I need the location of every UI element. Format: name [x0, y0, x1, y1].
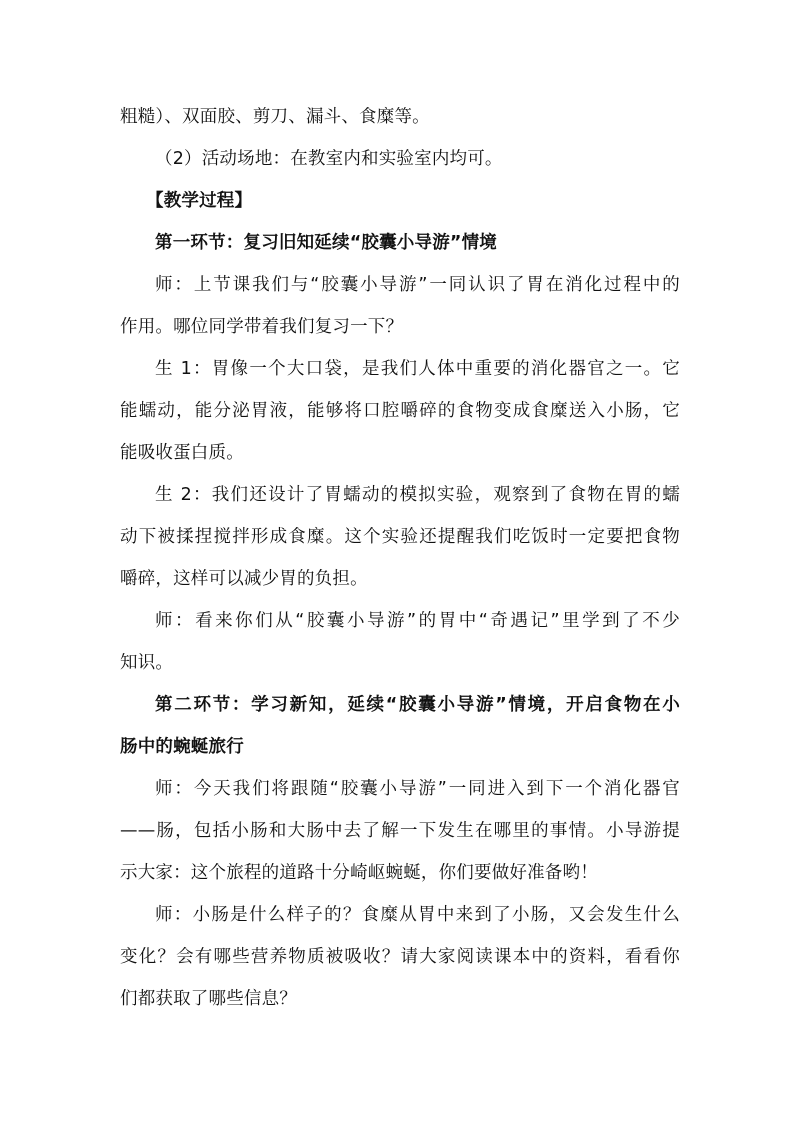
paragraph-line: 师：小肠是什么样子的？食糜从胃中来到了小肠，又会发生什么	[155, 905, 680, 925]
section-heading: 【教学过程】	[146, 191, 253, 211]
paragraph-line: 示大家：这个旅程的道路十分崎岖蜿蜒，你们要做好准备哟！	[120, 863, 598, 883]
section-heading: 第一环节：复习旧知延续“胶囊小导游”情境	[155, 233, 498, 253]
paragraph-line: 能吸收蛋白质。	[120, 443, 244, 463]
paragraph-line: 师：看来你们从“胶囊小导游”的胃中“奇遇记”里学到了不少	[155, 611, 680, 631]
paragraph-line: （2）活动场地：在教室内和实验室内均可。	[155, 149, 503, 169]
paragraph-line: 知识。	[120, 653, 174, 673]
paragraph-line: 生 1：胃像一个大口袋，是我们人体中重要的消化器官之一。它	[155, 359, 680, 379]
paragraph-line: 粗糙）、双面胶、剪刀、漏斗、食糜等。	[120, 107, 430, 127]
section-heading: 肠中的蜿蜒旅行	[120, 737, 244, 757]
paragraph-line: 嚼碎，这样可以减少胃的负担。	[120, 569, 368, 589]
paragraph-line: 动下被揉捏搅拌形成食糜。这个实验还提醒我们吃饭时一定要把食物	[120, 527, 680, 547]
paragraph-line: 能蠕动，能分泌胃液，能够将口腔嚼碎的食物变成食糜送入小肠，它	[120, 401, 680, 421]
paragraph-line: 生 2：我们还设计了胃蠕动的模拟实验，观察到了食物在胃的蠕	[155, 485, 680, 505]
paragraph-line: 变化？会有哪些营养物质被吸收？请大家阅读课本中的资料，看看你	[120, 947, 680, 967]
paragraph-line: 师：上节课我们与“胶囊小导游”一同认识了胃在消化过程中的	[155, 275, 680, 295]
paragraph-line: 们都获取了哪些信息？	[120, 989, 297, 1009]
paragraph-line: 作用。哪位同学带着我们复习一下？	[120, 317, 404, 337]
section-heading: 第二环节：学习新知，延续“胶囊小导游”情境，开启食物在小	[155, 695, 680, 715]
paragraph-line: 师：今天我们将跟随“胶囊小导游”一同进入到下一个消化器官	[155, 779, 680, 799]
paragraph-line: ——肠，包括小肠和大肠中去了解一下发生在哪里的事情。小导游提	[120, 821, 680, 841]
